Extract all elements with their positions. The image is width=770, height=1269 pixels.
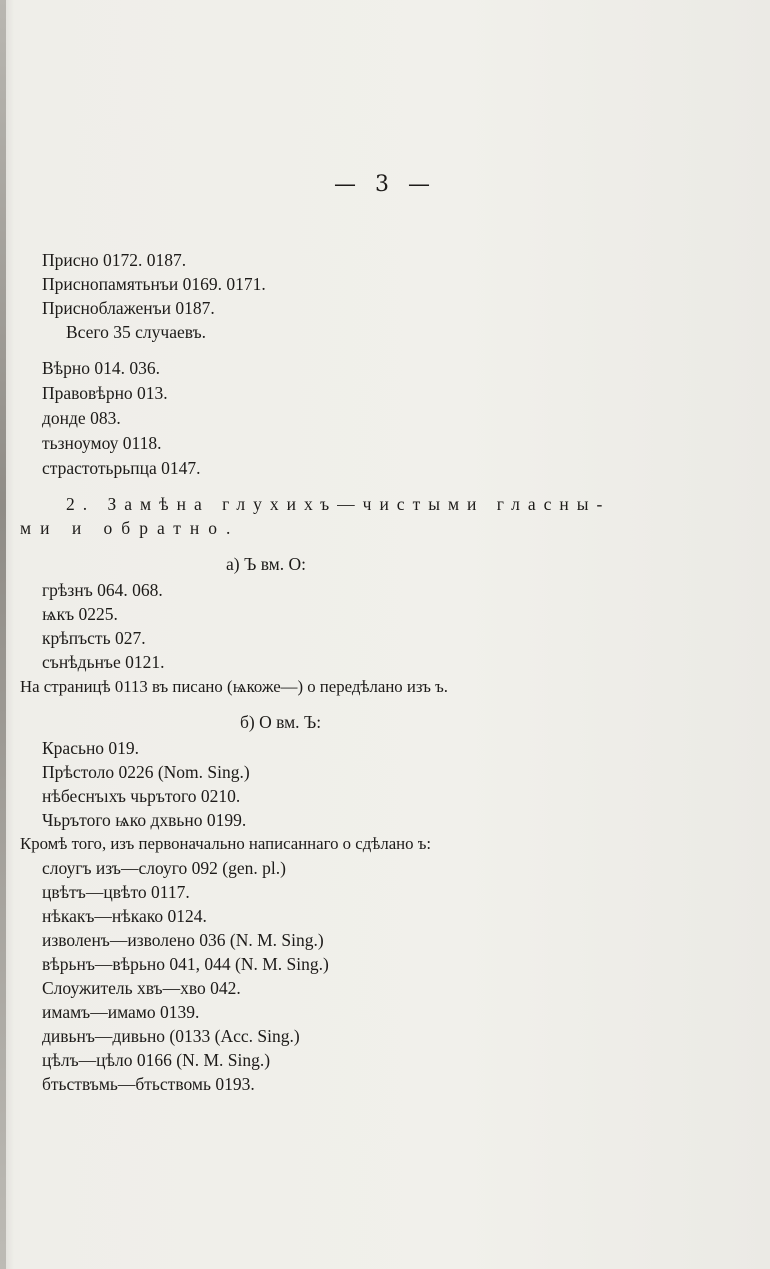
- text-line: тьзноумоу 0118.: [42, 433, 162, 453]
- subsection-heading: а) Ъ вм. О:: [226, 554, 306, 574]
- text-line: Правовѣрно 013.: [42, 383, 168, 403]
- text-line: крѣпъсть 027.: [42, 628, 146, 648]
- page-number: — 3 —: [334, 172, 436, 197]
- text-line: Приснoблаженъи 0187.: [42, 298, 215, 318]
- text-line: слоугъ изъ—слоуго 092 (gen. pl.): [42, 858, 286, 878]
- text-line: Красьно 019.: [42, 738, 140, 758]
- text-line: цѣлъ—цѣло 0166 (N. M. Sing.): [42, 1050, 271, 1070]
- text-line: На страницѣ 0113 въ писано (ѩкоже—) о передѣлано изъ ъ.: [20, 677, 448, 696]
- text-line: ѩкъ 0225.: [42, 604, 118, 624]
- section-heading: 2. Замѣна глухихъ—чистыми гласны-: [66, 494, 611, 514]
- text-line: страстотьрьпца 0147.: [42, 458, 201, 478]
- text-line: Чьрътого ѩко дхвьно 0199.: [42, 810, 247, 830]
- text-line: Приснопамятьнъи 0169. 0171.: [42, 274, 266, 294]
- text-line: нѣбеснъıхъ чьрътого 0210.: [42, 786, 241, 806]
- text-line: грѣзнъ 064. 068.: [42, 580, 163, 600]
- text-line: донде 083.: [42, 408, 121, 428]
- text-line: Слоужитель хвъ—хво 042.: [42, 978, 241, 998]
- text-line: изволенъ—изволено 036 (N. M. Sing.): [42, 930, 324, 950]
- text-line: Всего 35 случаевъ.: [66, 322, 206, 342]
- text-line: сънѣдьнъе 0121.: [42, 652, 165, 672]
- text-line: Вѣрно 014. 036.: [42, 358, 161, 378]
- subsection-heading: б) О вм. Ъ:: [240, 712, 322, 732]
- text-line: дивьнъ—дивьно (0133 (Acc. Sing.): [42, 1026, 300, 1046]
- text-line: цвѣтъ—цвѣто 0117.: [42, 882, 190, 902]
- text-line: вѣрьнъ—вѣрьно 041, 044 (N. M. Sing.): [42, 954, 329, 974]
- section-heading-cont: ми и обратно.: [20, 518, 240, 538]
- text-line: Прѣстоло 0226 (Nom. Sing.): [42, 762, 250, 782]
- text-line: имамъ—имамо 0139.: [42, 1002, 200, 1022]
- text-line: нѣкакъ—нѣкако 0124.: [42, 906, 207, 926]
- text-line: бтьствъмь—бтьствомь 0193.: [42, 1074, 255, 1094]
- text-line: Присно 0172. 0187.: [42, 250, 187, 270]
- text-line: Кромѣ того, изъ первоначально написаннаго о сдѣлано ъ:: [20, 834, 432, 853]
